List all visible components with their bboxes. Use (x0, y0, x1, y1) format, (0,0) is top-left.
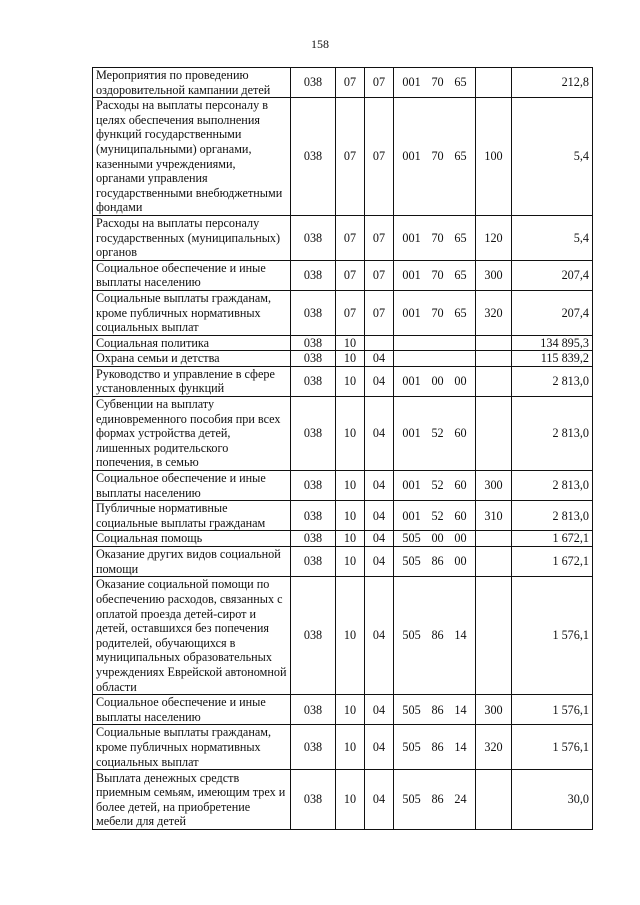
pr-code-cell: 04 (365, 725, 394, 770)
pr-code-cell: 04 (365, 366, 394, 396)
rz-code-cell: 10 (336, 547, 365, 577)
csr-subprogram-code: 86 (431, 628, 444, 643)
amount-cell: 1 576,1 (512, 577, 593, 695)
csr-program-code: 505 (402, 740, 421, 754)
csr-direction-code: 65 (454, 75, 467, 90)
ved-code-cell: 038 (291, 335, 336, 351)
table-row (93, 215, 593, 260)
vr-code-cell: 320 (476, 725, 512, 770)
csr-code-cell (394, 290, 476, 335)
pr-code-cell: 07 (365, 98, 394, 216)
pr-code-cell: 04 (365, 501, 394, 531)
row-name-cell: Социальные выплаты гражданам, кроме публичных нормативных социальных выплат (93, 290, 291, 335)
table-row (93, 397, 593, 471)
csr-program-code: 001 (402, 374, 421, 389)
vr-code-cell (476, 366, 512, 396)
rz-code-cell: 10 (336, 725, 365, 770)
pr-code-cell: 04 (365, 471, 394, 501)
pr-code-cell: 07 (365, 215, 394, 260)
csr-code-group (397, 374, 472, 389)
csr-program-code: 001 (402, 149, 421, 164)
vr-code-cell: 100 (476, 98, 512, 216)
table-row (93, 68, 593, 98)
vr-code-cell (476, 335, 512, 351)
csr-subprogram-code: 52 (431, 478, 444, 493)
pr-code-cell: 07 (365, 68, 394, 98)
csr-code-cell (394, 770, 476, 830)
csr-program-code: 001 (402, 508, 421, 523)
row-name-cell: Расходы на выплаты персоналу государственных (муниципальных) органов (93, 215, 291, 260)
vr-code-cell (476, 68, 512, 98)
csr-program-code: 001 (402, 268, 421, 283)
amount-cell: 212,8 (512, 68, 593, 98)
ved-code-cell: 038 (291, 547, 336, 577)
vr-code-cell (476, 531, 512, 547)
csr-code-group (397, 554, 472, 569)
pr-code-cell: 04 (365, 547, 394, 577)
row-name-cell: Социальные выплаты гражданам, кроме публичных нормативных социальных выплат (93, 725, 291, 770)
csr-code-group (397, 792, 472, 807)
csr-code-group (397, 509, 472, 524)
vr-code-cell: 320 (476, 290, 512, 335)
amount-cell: 134 895,3 (512, 335, 593, 351)
csr-code-cell (394, 366, 476, 396)
csr-program-code: 001 (402, 230, 421, 245)
csr-code-cell (394, 215, 476, 260)
table-row (93, 351, 593, 367)
csr-program-code: 001 (402, 305, 421, 320)
csr-code-group (397, 268, 472, 283)
rz-code-cell: 10 (336, 335, 365, 351)
csr-program-code: 505 (402, 702, 421, 717)
pr-code-cell: 04 (365, 577, 394, 695)
row-name-cell: Оказание социальной помощи по обеспечению расходов, связанных с оплатой проезда детей-сирот и детей, оставшихся без попечения родителей, обучающихся в муниципальных образовательных учреждениях Еврейской автономной области (93, 577, 291, 695)
csr-code-group (397, 231, 472, 246)
csr-code-cell (394, 531, 476, 547)
pr-code-cell: 07 (365, 290, 394, 335)
table-row (93, 547, 593, 577)
table-row (93, 695, 593, 725)
ved-code-cell: 038 (291, 531, 336, 547)
csr-direction-code: 14 (454, 702, 467, 717)
pr-code-cell: 04 (365, 695, 394, 725)
table-row (93, 577, 593, 695)
csr-direction-code: 00 (454, 531, 467, 546)
csr-subprogram-code: 86 (431, 740, 444, 754)
table-row (93, 770, 593, 830)
amount-cell: 1 672,1 (512, 531, 593, 547)
row-name-cell: Социальное обеспечение и иные выплаты населению (93, 695, 291, 725)
csr-direction-code: 60 (454, 508, 467, 523)
vr-code-cell (476, 577, 512, 695)
amount-cell: 30,0 (512, 770, 593, 830)
rz-code-cell: 10 (336, 501, 365, 531)
csr-code-cell (394, 335, 476, 351)
ved-code-cell: 038 (291, 725, 336, 770)
csr-code-group (397, 628, 472, 643)
csr-subprogram-code: 00 (431, 374, 444, 389)
rz-code-cell: 10 (336, 531, 365, 547)
csr-code-group (397, 306, 472, 321)
csr-code-cell (394, 397, 476, 471)
table-row (93, 260, 593, 290)
rz-code-cell: 07 (336, 215, 365, 260)
table-row (93, 366, 593, 396)
pr-code-cell: 04 (365, 531, 394, 547)
csr-subprogram-code: 00 (431, 531, 444, 546)
csr-code-cell (394, 501, 476, 531)
csr-direction-code: 65 (454, 149, 467, 164)
vr-code-cell: 300 (476, 260, 512, 290)
amount-cell: 1 576,1 (512, 725, 593, 770)
csr-direction-code: 60 (454, 426, 467, 441)
vr-code-cell: 300 (476, 695, 512, 725)
pr-code-cell: 04 (365, 770, 394, 830)
rz-code-cell: 10 (336, 366, 365, 396)
amount-cell: 115 839,2 (512, 351, 593, 367)
csr-program-code: 001 (402, 75, 421, 90)
row-name-cell: Мероприятия по проведению оздоровительной кампании детей (93, 68, 291, 98)
ved-code-cell: 038 (291, 695, 336, 725)
row-name-cell: Оказание других видов социальной помощи (93, 547, 291, 577)
amount-cell: 2 813,0 (512, 397, 593, 471)
row-name-cell: Социальная помощь (93, 531, 291, 547)
table-row (93, 501, 593, 531)
csr-subprogram-code: 70 (431, 149, 444, 164)
ved-code-cell: 038 (291, 770, 336, 830)
csr-code-cell (394, 260, 476, 290)
row-name-cell: Охрана семьи и детства (93, 351, 291, 367)
row-name-cell: Социальное обеспечение и иные выплаты населению (93, 471, 291, 501)
csr-code-group (397, 149, 472, 164)
rz-code-cell: 07 (336, 290, 365, 335)
rz-code-cell: 10 (336, 471, 365, 501)
csr-subprogram-code: 52 (431, 426, 444, 441)
csr-subprogram-code: 70 (431, 268, 444, 283)
amount-cell: 2 813,0 (512, 501, 593, 531)
ved-code-cell: 038 (291, 98, 336, 216)
csr-subprogram-code: 70 (431, 305, 444, 320)
ved-code-cell: 038 (291, 290, 336, 335)
amount-cell: 1 576,1 (512, 695, 593, 725)
amount-cell: 2 813,0 (512, 471, 593, 501)
ved-code-cell: 038 (291, 397, 336, 471)
csr-code-cell (394, 98, 476, 216)
csr-subprogram-code: 86 (431, 702, 444, 717)
ved-code-cell: 038 (291, 577, 336, 695)
vr-code-cell: 120 (476, 215, 512, 260)
vr-code-cell (476, 770, 512, 830)
table-row (93, 335, 593, 351)
csr-code-cell (394, 68, 476, 98)
csr-program-code: 505 (402, 554, 421, 569)
csr-program-code: 505 (402, 628, 421, 643)
pr-code-cell: 04 (365, 397, 394, 471)
csr-code-group (397, 703, 472, 718)
row-name-cell: Социальное обеспечение и иные выплаты населению (93, 260, 291, 290)
rz-code-cell: 10 (336, 695, 365, 725)
row-name-cell: Субвенции на выплату единовременного пособия при всех формах устройства детей, лишенных родительского попечения, в семью (93, 397, 291, 471)
row-name-cell: Расходы на выплаты персоналу в целях обеспечения выполнения функций государственными (муниципальными) органами, казенными учреждениями, органами управления государственными внебюджетными фондами (93, 98, 291, 216)
vr-code-cell: 300 (476, 471, 512, 501)
csr-code-group (397, 478, 472, 493)
csr-code-group (397, 531, 472, 546)
pr-code-cell: 07 (365, 260, 394, 290)
rz-code-cell: 10 (336, 397, 365, 471)
budget-table (92, 67, 593, 830)
rz-code-cell: 07 (336, 98, 365, 216)
csr-code-group (397, 75, 472, 90)
csr-program-code: 001 (402, 426, 421, 441)
csr-direction-code: 65 (454, 268, 467, 283)
table-row (93, 725, 593, 770)
pr-code-cell (365, 335, 394, 351)
ved-code-cell: 038 (291, 366, 336, 396)
csr-direction-code: 24 (454, 792, 467, 807)
ved-code-cell: 038 (291, 351, 336, 367)
vr-code-cell (476, 397, 512, 471)
csr-program-code: 001 (402, 478, 421, 493)
row-name-cell: Публичные нормативные социальные выплаты гражданам (93, 501, 291, 531)
ved-code-cell: 038 (291, 501, 336, 531)
csr-subprogram-code: 86 (431, 554, 444, 569)
vr-code-cell: 310 (476, 501, 512, 531)
table-row (93, 98, 593, 216)
table-row (93, 531, 593, 547)
row-name-cell: Выплата денежных средств приемным семьям, имеющим трех и более детей, на приобретение мебели для детей (93, 770, 291, 830)
csr-subprogram-code: 52 (431, 508, 444, 523)
csr-program-code: 505 (402, 792, 421, 807)
amount-cell: 207,4 (512, 260, 593, 290)
csr-direction-code: 60 (454, 478, 467, 493)
csr-direction-code: 14 (454, 740, 467, 754)
csr-direction-code: 00 (454, 374, 467, 389)
amount-cell: 207,4 (512, 290, 593, 335)
vr-code-cell (476, 547, 512, 577)
table-row (93, 290, 593, 335)
rz-code-cell: 07 (336, 68, 365, 98)
csr-direction-code: 14 (454, 628, 467, 643)
table-row (93, 471, 593, 501)
rz-code-cell: 10 (336, 577, 365, 695)
rz-code-cell: 10 (336, 770, 365, 830)
rz-code-cell: 10 (336, 351, 365, 367)
ved-code-cell: 038 (291, 215, 336, 260)
ved-code-cell: 038 (291, 260, 336, 290)
csr-code-group (397, 426, 472, 441)
csr-direction-code: 65 (454, 230, 467, 245)
page-number: 158 (311, 37, 329, 51)
rz-code-cell: 07 (336, 260, 365, 290)
amount-cell: 5,4 (512, 98, 593, 216)
row-name-cell: Руководство и управление в сфере установленных функций (93, 366, 291, 396)
ved-code-cell: 038 (291, 68, 336, 98)
csr-subprogram-code: 70 (431, 230, 444, 245)
row-name-cell: Социальная политика (93, 335, 291, 351)
csr-code-group (397, 740, 472, 755)
vr-code-cell (476, 351, 512, 367)
csr-code-cell (394, 351, 476, 367)
amount-cell: 2 813,0 (512, 366, 593, 396)
ved-code-cell: 038 (291, 471, 336, 501)
csr-code-cell (394, 695, 476, 725)
pr-code-cell: 04 (365, 351, 394, 367)
csr-direction-code: 65 (454, 305, 467, 320)
amount-cell: 5,4 (512, 215, 593, 260)
csr-subprogram-code: 86 (431, 792, 444, 807)
csr-code-cell (394, 577, 476, 695)
amount-cell: 1 672,1 (512, 547, 593, 577)
csr-code-cell (394, 547, 476, 577)
csr-code-cell (394, 471, 476, 501)
csr-code-cell (394, 725, 476, 770)
csr-subprogram-code: 70 (431, 75, 444, 90)
budget-table-body (93, 68, 593, 830)
csr-program-code: 505 (402, 531, 421, 546)
csr-direction-code: 00 (454, 554, 467, 569)
